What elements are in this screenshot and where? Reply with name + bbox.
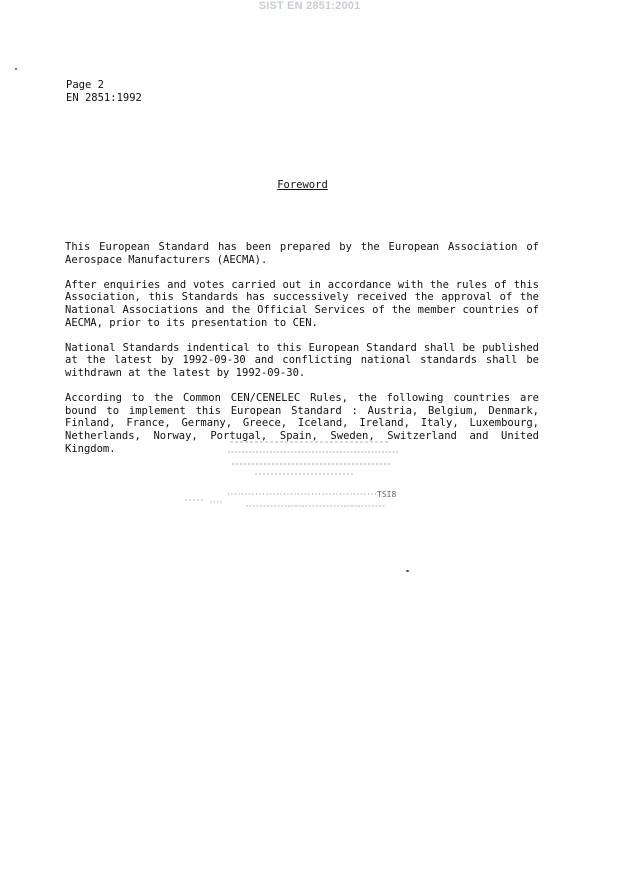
body-text — [65, 241, 539, 468]
scan-speck — [406, 570, 409, 572]
page-number: Page 2 — [66, 79, 104, 91]
document-id: EN 2851:1992 — [66, 92, 142, 104]
paragraph: According to the Common CEN/CENELEC Rules, the following countries are bound to implement this European Standard : Austria, Belgium, Denmark, Finland, France, Germany, Greece, Iceland, Ireland, Italy, Luxembourg, Netherlands, Norway, Portugal, Spain, Sweden, Switzerland and United Kingdom. — [65, 392, 539, 455]
paragraph: This European Standard has been prepared by the European Association of Aerospace Manufacturers (AECMA). — [65, 241, 539, 266]
svg-text:TSI8: TSI8 — [377, 490, 397, 499]
section-title: Foreword — [277, 179, 328, 191]
page-header — [66, 79, 142, 105]
paragraph: National Standards indentical to this European Standard shall be published at the latest by 1992-09-30 and conflicting national standards shall be withdrawn at the latest by 1992-09-30. — [65, 341, 539, 379]
paragraph: After enquiries and votes carried out in accordance with the rules of this Association, this Standards has successively received the approval of the National Associations and the Official Services of the member countries of AECMA, prior to its presentation to CEN. — [65, 278, 539, 329]
show-through-stamp — [180, 440, 410, 515]
scan-speck — [15, 68, 17, 70]
watermark: SIST EN 2851:2001 — [258, 0, 361, 12]
stamp-graphic — [180, 440, 410, 515]
